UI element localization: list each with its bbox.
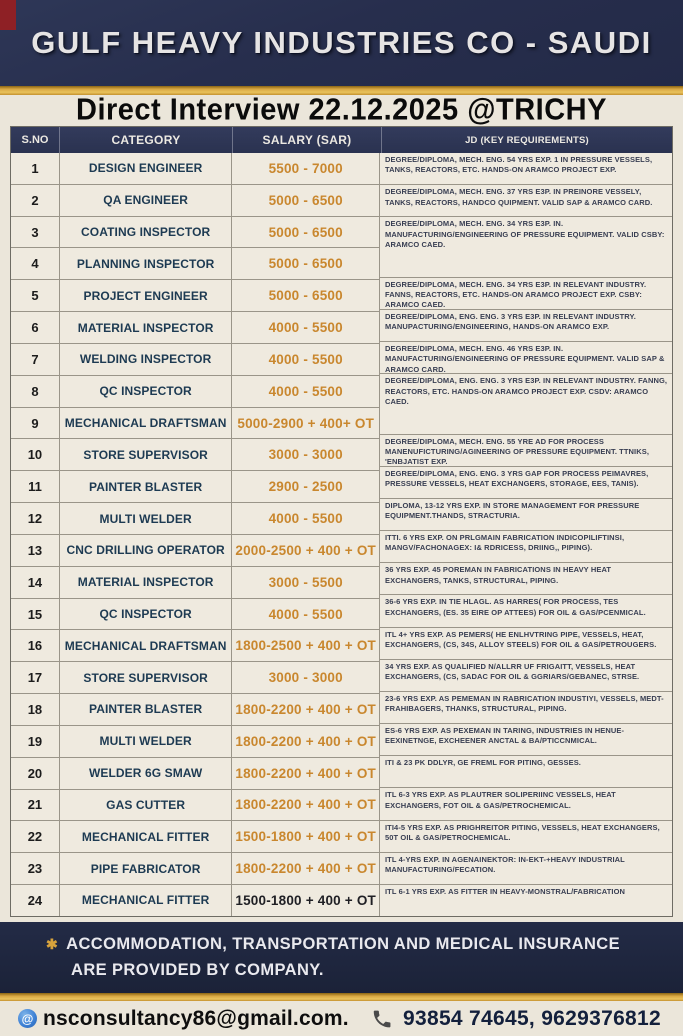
row-sno: 11: [11, 471, 60, 502]
table-row: [11, 599, 379, 631]
row-salary: 5500 - 7000: [268, 160, 343, 176]
email-at-icon: @: [18, 1009, 37, 1028]
row-sno: 23: [11, 853, 60, 884]
row-salary: 3000 - 5500: [268, 574, 343, 590]
row-category: DESIGN ENGINEER: [60, 153, 233, 184]
jd-requirements-text: ITL 6-1 YRS EXP. AS FITTER IN HEAVY-MONSTRAL/FABRICATION: [385, 886, 626, 896]
row-sno: 2: [11, 185, 60, 216]
jd-requirements-text: DEGREE/DIPLOMA, ENG. ENG. 3 YRS GAP FOR PROCESS PEIMAVRES, PRESSURE VESSELS, HEAT EXCHANGERS, STORAGE, EES, TANIS).: [380, 467, 672, 499]
row-sno: 4: [11, 248, 60, 279]
row-category: QC INSPECTOR: [60, 376, 233, 407]
row-category: PAINTER BLASTER: [60, 694, 233, 725]
row-category: MECHANICAL DRAFTSMAN: [60, 630, 233, 661]
column-header-salary: SALARY (SAR): [233, 127, 382, 153]
jd-requirements-text: DIPLOMA, 13-12 YRS EXP. IN STORE MANAGEMENT FOR PRESSURE EQUIPMENT.THANDS, STRACTURIA.: [380, 499, 672, 531]
note-line-2: [46, 958, 683, 984]
table-row: [11, 280, 379, 312]
jd-requirements-text: DEGREE/DIPLOMA, ENG. ENG. 3 YRS E3P. IN RELEVANT INDUSTRY. MANUPACTURING/ENGINEERING, HANDS-ON ARAMCO EXP.: [380, 310, 672, 342]
jd-requirements-text: DEGREE/DIPLOMA, MECH. ENG. 54 YRS EXP. 1 IN PRESSURE VESSELS, TANKS, REACTORS, ETC. HANDS-ON ARAMCO PROJECT EXP.: [380, 153, 672, 185]
table-row: [11, 217, 379, 249]
row-category: MECHANICAL FITTER: [60, 821, 233, 852]
table-row: [11, 153, 379, 185]
jd-requirements-text: ITI4-5 YRS EXP. AS PRIGHREITOR PITING, VESSELS, HEAT EXCHANGERS, 50T OIL & GAS/PETROCHEMICAL.: [380, 821, 672, 853]
note-line-1: [46, 932, 683, 958]
row-sno: 1: [11, 153, 60, 184]
table-left-columns: [11, 153, 379, 916]
table-header-row: [11, 127, 672, 153]
row-salary: 5000 - 6500: [268, 224, 343, 240]
row-category: STORE SUPERVISOR: [60, 439, 233, 470]
row-salary: 3000 - 3000: [268, 447, 343, 463]
jd-requirements-text: 36 YRS EXP. 45 POREMAN IN FABRICATIONS IN HEAVY HEAT EXCHANGERS, TANKS, STRUCTURAL, PIPING.: [380, 563, 672, 595]
jd-requirements-text: ITL 4+ YRS EXP. AS PEMERS( HE ENLHVTRING PIPE, VESSELS, HEAT, EXCHANGERS, (CS, 34S, ALLOY STEELS) FOR OIL & GAS/PETROUGERS.: [380, 628, 672, 660]
jd-requirements-text: DEGREE/DIPLOMA, MECH. ENG. 46 YRS E3P. IN. MANUFACTURING/ENGINEERING OF PRESSURE EQUIPMENT. VALID SAP & ARAMCO CARD.: [380, 342, 672, 374]
row-category: MECHANICAL FITTER: [60, 885, 233, 916]
row-sno: 13: [11, 535, 60, 566]
table-row: [11, 758, 379, 790]
row-sno: 24: [11, 885, 60, 916]
interview-banner: [0, 95, 683, 126]
row-sno: 19: [11, 726, 60, 757]
row-category: MULTI WELDER: [60, 503, 233, 534]
row-sno: 5: [11, 280, 60, 311]
table-row: [11, 662, 379, 694]
table-row: [11, 821, 379, 853]
table-row: [11, 344, 379, 376]
row-sno: 20: [11, 758, 60, 789]
row-sno: 10: [11, 439, 60, 470]
row-category: PAINTER BLASTER: [60, 471, 233, 502]
row-sno: 6: [11, 312, 60, 343]
row-category: PROJECT ENGINEER: [60, 280, 233, 311]
table-row: [11, 439, 379, 471]
row-category: PLANNING INSPECTOR: [60, 248, 233, 279]
row-category: WELDER 6G SMAW: [60, 758, 233, 789]
table-row: [11, 471, 379, 503]
column-header-category: CATEGORY: [60, 127, 233, 153]
footer-note-band: [0, 922, 683, 993]
column-header-jd: JD (KEY REQUIREMENTS): [465, 134, 589, 146]
row-category: CNC DRILLING OPERATOR: [60, 535, 233, 566]
jd-requirements-text: ITI & 23 PK DDLYR, GE FREML FOR PITING, GESSES.: [380, 756, 672, 788]
row-salary: 3000 - 3000: [268, 670, 343, 686]
row-salary: 4000 - 5500: [268, 351, 343, 367]
jd-requirements-text: 36-6 YRS EXP. IN TIE HLAGL. AS HARRES( FOR PROCESS, TES EXCHANGERS, (ES. 35 EIRE OP ATTEES) FOR OIL & GAS/PCENMICAL.: [380, 595, 672, 627]
row-salary: 1800-2500 + 400 + OT: [235, 638, 376, 654]
table-body: [11, 153, 672, 916]
email-address[interactable]: nsconsultancy86@gmail.com.: [43, 1006, 349, 1030]
table-row: [11, 853, 379, 885]
row-sno: 21: [11, 790, 60, 821]
row-category: QC INSPECTOR: [60, 599, 233, 630]
row-category: MULTI WELDER: [60, 726, 233, 757]
row-salary: 1800-2200 + 400 + OT: [235, 765, 376, 781]
gold-divider-bottom: [0, 993, 683, 1001]
interview-title: Direct Interview 22.12.2025 @TRICHY: [76, 93, 607, 127]
row-salary: 5000-2900 + 400+ OT: [237, 415, 375, 431]
row-sno: 14: [11, 567, 60, 598]
row-sno: 16: [11, 630, 60, 661]
table-row: [11, 312, 379, 344]
row-sno: 9: [11, 408, 60, 439]
row-salary: 5000 - 6500: [268, 256, 343, 272]
row-category: STORE SUPERVISOR: [60, 662, 233, 693]
row-category: MATERIAL INSPECTOR: [60, 567, 233, 598]
email-group[interactable]: [18, 1007, 349, 1031]
table-row: [11, 376, 379, 408]
row-sno: 12: [11, 503, 60, 534]
jd-requirements-text: DEGREE/DIPLOMA, MECH. ENG. 37 YRS E3P. IN PREINORE VESSELY, TANKS, REACTORS, HANDCO QUIPMENT. VALID SAP & ARAMCO CARD.: [380, 185, 672, 217]
company-title: GULF HEAVY INDUSTRIES CO - SAUDI: [31, 25, 652, 60]
row-sno: 7: [11, 344, 60, 375]
row-salary: 1800-2200 + 400 + OT: [235, 701, 376, 717]
jd-requirements-text: 34 YRS EXP. AS QUALIFIED N/ALLRR UF FRIGAITT, VESSELS, HEAT EXCHANGERS, (CS, SADAC FOR OIL & GGRIARS/GEBANEC, STRSE.: [380, 660, 672, 692]
table-row: [11, 248, 379, 280]
jd-requirements-text: ES-6 YRS EXP. AS PEXEMAN IN TARING, INDUSTRIES IN HENUE-EEXINETNGE, EXCHEENER ANCTAL & BA/PTICCNMICAL.: [380, 724, 672, 756]
row-sno: 8: [11, 376, 60, 407]
row-sno: 18: [11, 694, 60, 725]
jd-requirements-text: DEGREE/DIPLOMA, MECH. ENG. 55 YRE AD FOR PROCESS MANENUFICTURING/AGINEERING OF PRESSURE EQUIPMENT. TTNIKS, 'ENBJATIST EXP.: [380, 435, 672, 467]
row-salary: 1500-1800 + 400 + OT: [235, 829, 376, 845]
row-category: MECHANICAL DRAFTSMAN: [60, 408, 233, 439]
row-sno: 3: [11, 217, 60, 248]
jd-requirements-text: ITTI. 6 YRS EXP. ON PRLGMAIN FABRICATION INDICOPILIFTINSI, MANGV/FACHONAGEX: I& RDRICESS, DRIING,, PIPING).: [380, 531, 672, 563]
jd-requirements-text: 23-6 YRS EXP. AS PEMEMAN IN RABRICATION INDUSTIYI, VESSELS, MEDT-FRAHIBAGERS, THANKS, STRUCTURAL, PIPING.: [380, 692, 672, 724]
table-row: [11, 408, 379, 440]
row-salary: 5000 - 6500: [268, 288, 343, 304]
corner-ribbon-icon: [0, 0, 16, 30]
jd-requirements-text: DEGREE/DIPLOMA, MECH. ENG. 34 YRS E3P. IN. MANUFACTURING/ENGINEERING OF PRESSURE EQUIPMENT. VALID CSBY: ARAMCO CAED.: [380, 217, 672, 277]
table-jd-column: [379, 153, 672, 916]
contact-bar: [0, 1001, 683, 1036]
table-row: [11, 726, 379, 758]
phone-numbers[interactable]: 93854 74645, 9629376812: [403, 1006, 661, 1030]
phone-icon: [371, 1006, 393, 1032]
column-header-sno: S.NO: [11, 127, 60, 153]
row-sno: 17: [11, 662, 60, 693]
row-category: MATERIAL INSPECTOR: [60, 312, 233, 343]
row-salary: 2900 - 2500: [268, 479, 343, 495]
row-salary: 4000 - 5500: [268, 383, 343, 399]
table-row: [11, 885, 379, 916]
row-salary: 5000 - 6500: [268, 192, 343, 208]
jd-requirements-text: DEGREE/DIPLOMA, MECH. ENG. 34 YRS E3P. IN RELEVANT INDUSTRY. FANNS, REACTORS, ETC. HANDS-ON ARAMCO PROJECT EXP. CSBY: ARAMCO CAED.: [380, 278, 672, 310]
table-row: [11, 503, 379, 535]
jobs-table: [10, 126, 673, 917]
row-salary: 2000-2500 + 400 + OT: [235, 542, 376, 558]
table-row: [11, 630, 379, 662]
row-sno: 22: [11, 821, 60, 852]
table-row: [11, 185, 379, 217]
table-row: [11, 790, 379, 822]
row-category: WELDING INSPECTOR: [60, 344, 233, 375]
row-salary: 4000 - 5500: [268, 606, 343, 622]
company-header: [0, 0, 683, 86]
row-category: GAS CUTTER: [60, 790, 233, 821]
jd-requirements-text: ITL 6-3 YRS EXP. AS PLAUTRER SOLIPERIINC VESSELS, HEAT EXCHANGERS, FOT OIL & GAS/PETROCHEMICAL.: [380, 788, 672, 820]
table-row: [11, 535, 379, 567]
table-row: [11, 694, 379, 726]
row-category: COATING INSPECTOR: [60, 217, 233, 248]
star-icon: ✱: [46, 935, 59, 952]
row-salary: 1800-2200 + 400 + OT: [235, 797, 376, 813]
row-salary: 1500-1800 + 400 + OT: [235, 892, 376, 908]
row-salary: 1800-2200 + 400 + OT: [235, 733, 376, 749]
row-category: PIPE FABRICATOR: [60, 853, 233, 884]
jd-requirements-text: DEGREE/DIPLOMA, ENG. ENG. 3 YRS E3P. IN RELEVANT INDUSTRY. FANNG, REACTORS, ETC. HANDS-ON ARAMCO PROJECT EXP. CSDV: ARAMCO CAED.: [380, 374, 672, 434]
row-salary: 4000 - 5500: [268, 511, 343, 527]
row-category: QA ENGINEER: [60, 185, 233, 216]
table-row: [11, 567, 379, 599]
row-sno: 15: [11, 599, 60, 630]
row-salary: 4000 - 5500: [268, 320, 343, 336]
note-text-2: ARE PROVIDED BY COMPANY.: [71, 960, 324, 979]
jd-requirements-text: ITL 4-YRS EXP. IN AGENAINEKTOR: IN-EKT-+HEAVY INDUSTRIAL MANUFACTURING/FECATION.: [380, 853, 672, 885]
row-salary: 1800-2200 + 400 + OT: [235, 861, 376, 877]
note-text-1: ACCOMMODATION, TRANSPORTATION AND MEDICAL INSURANCE: [66, 934, 621, 953]
